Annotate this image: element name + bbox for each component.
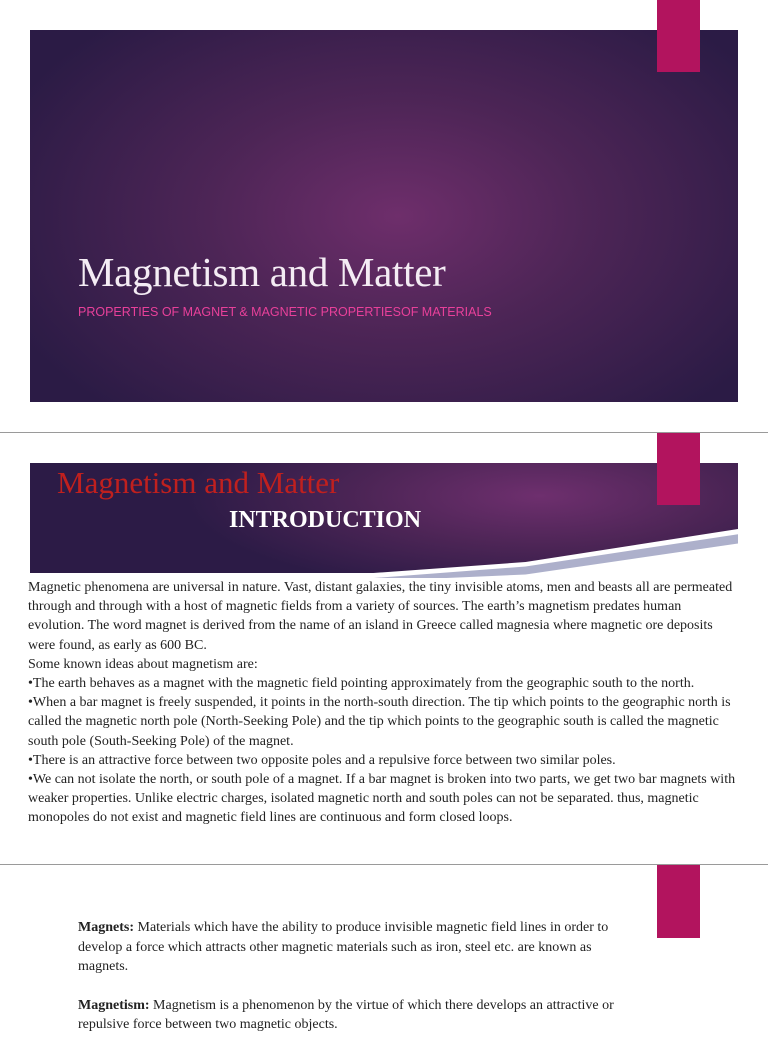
bullet-item: •The earth behaves as a magnet with the magnetic field pointing approximately from the geographic south to the north.: [28, 676, 695, 692]
definitions-text: [78, 918, 623, 1054]
title-banner: [30, 30, 738, 402]
bullet-item: •There is an attractive force between two opposite poles and a repulsive force between two similar poles.: [28, 752, 616, 768]
bullet-item: •When a bar magnet is freely suspended, it points in the north-south direction. The tip which points to the geographic north is called the magnetic north pole (North-Seeking Pole) and the tip which points to the geographic south is called the magnetic south pole (South-Seeking Pole) of the magnet.: [28, 695, 731, 749]
definition-magnets: [78, 918, 623, 977]
bullet-item: •We can not isolate the north, or south pole of a magnet. If a bar magnet is broken into two parts, we get two bar magnets with weaker properties. Unlike electric charges, isolated magnetic north and south poles can not be separated. thus, magnetic monopoles do not exist and magnetic field lines are continuous and form closed loops.: [28, 772, 736, 826]
definition-text: Materials which have the ability to produce invisible magnetic field lines in order to develop a force which attracts other magnetic materials such as iron, steel etc. are known as magnets.: [78, 920, 609, 974]
accent-tab: [657, 0, 700, 72]
paragraph: Some known ideas about magnetism are:: [28, 656, 258, 672]
definition-text: Magnetism is a phenomenon by the virtue of which there develops an attractive or repulsive force between two magnetic objects.: [78, 997, 614, 1032]
slide-subtitle: PROPERTIES OF MAGNET & MAGNETIC PROPERTIESOF MATERIALS: [78, 305, 492, 319]
intro-text: [28, 578, 740, 828]
slide-introduction: [0, 433, 768, 864]
definition-term: Magnetism:: [78, 997, 150, 1013]
slide-title-heading: Magnetism and Matter: [78, 249, 446, 295]
accent-tab: [657, 433, 700, 505]
slide-title: [0, 0, 768, 432]
paragraph: Magnetic phenomena are universal in nature. Vast, distant galaxies, the tiny invisible atoms, men and beasts all are permeated through and through with a host of magnetic fields from a variety of sources. The earth’s magnetism predates human evolution. The word magnet is derived from the name of an island in Greece called magnesia where magnetic ore deposits were found, as early as 600 BC.: [28, 580, 733, 653]
definition-term: Magnets:: [78, 920, 134, 935]
definition-magnetism: [78, 996, 623, 1035]
accent-tab: [657, 865, 700, 938]
section-heading: INTRODUCTION: [229, 507, 422, 533]
slide-definitions: [0, 865, 768, 1032]
slide-heading: Magnetism and Matter: [57, 465, 340, 500]
